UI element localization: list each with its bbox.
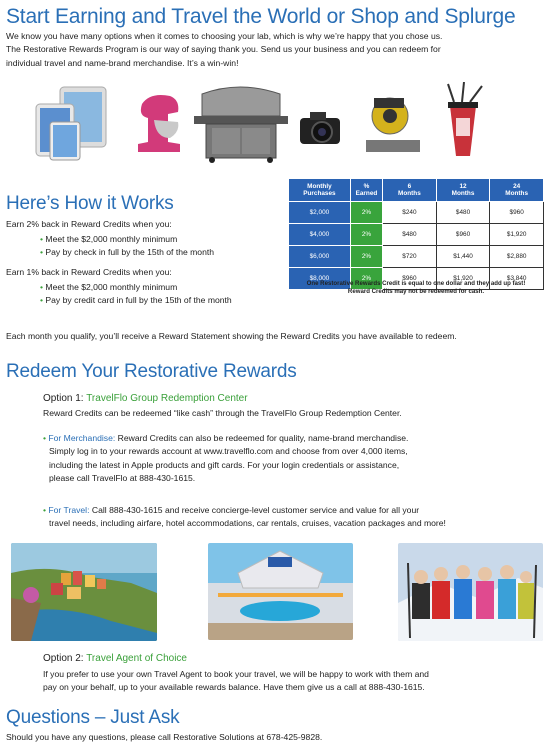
- ski-group-photo: [398, 543, 543, 641]
- redeem-heading: Redeem Your Restorative Rewards: [6, 361, 297, 382]
- col-header: 12 Months: [436, 179, 490, 202]
- earn-2-list: [40, 233, 290, 259]
- table-row: $2,000 2% $240 $480 $960: [289, 202, 544, 224]
- how-it-works-heading: Here’s How it Works: [6, 193, 174, 214]
- list-item: • Meet the $2,000 monthly minimum: [40, 282, 178, 292]
- rewards-table: [288, 178, 544, 290]
- coastal-village-photo: [11, 543, 157, 641]
- golf-bag-image: [448, 82, 482, 156]
- questions-heading: Questions – Just Ask: [6, 707, 180, 728]
- earn-1-text: Earn 1% back in Reward Credits when you:: [6, 267, 172, 277]
- grill-image: [194, 87, 288, 163]
- camera-image: [300, 112, 340, 144]
- cruise-ship-photo: [208, 543, 353, 640]
- travel-block: • For Travel: Call 888-430-1615 and receive concierge-level customer service and value for all your travel needs, including airfare, hotel accommodations, car rentals, cruises, vacation packages and more!: [43, 505, 446, 529]
- option-1-text: Reward Credits can be redeemed “like cash” through the TravelFlo Group Redemption Center.: [43, 408, 402, 418]
- mixer-image: [138, 95, 180, 152]
- table-row: $6,000 2% $720 $1,440 $2,880: [289, 246, 544, 268]
- earn-1-list: [40, 281, 290, 307]
- earn-2-text: Earn 2% back in Reward Credits when you:: [6, 219, 172, 229]
- col-header: 6 Months: [383, 179, 437, 202]
- option-2-title: Option 2: Travel Agent of Choice: [43, 653, 187, 664]
- merchandise-block: • For Merchandise: Reward Credits can also be redeemed for quality, name-brand merchandise. Simply log in to your rewards account at www.travelflo.com and choose from over 4,000 items, including the latest in Apple products and gift cards. For your login credentials or assistance, please call TravelFlo at 888-430-1615.: [43, 433, 409, 484]
- option-1-title: Option 1: TravelFlo Group Redemption Center: [43, 393, 248, 404]
- table-header-row: [289, 179, 544, 202]
- page-title: Start Earning and Travel the World or Shop and Splurge: [6, 5, 516, 28]
- intro-text: We know you have many options when it comes to choosing your lab, which is why we’re happy that you chose us. The Restorative Rewards Program is our way of saying thank you. Send us your business and you can redeem for individual travel and name-brand merchandise. It’s a win-win!: [6, 31, 443, 68]
- table-row: $4,000 2% $480 $960 $1,920: [289, 224, 544, 246]
- table-note: One Restorative Rewards Credit is equal to one dollar and they add up fast! Reward Credits may not be redeemed for cash.: [306, 280, 526, 295]
- option-2-text: If you prefer to use your own Travel Agent to book your travel, we will be happy to work with them and pay on your behalf, up to your available rewards balance. Have them give us a call at 888-430-1615.: [43, 669, 429, 693]
- list-item: • Meet the $2,000 monthly minimum: [40, 234, 178, 244]
- product-images: [30, 82, 530, 164]
- list-item: • Pay by check in full by the 15th of the month: [40, 247, 215, 257]
- tablet-image: [36, 87, 106, 160]
- col-header: Monthly Purchases: [289, 179, 351, 202]
- col-header: % Earned: [350, 179, 382, 202]
- questions-text: Should you have any questions, please call Restorative Solutions at 678-425-9828.: [6, 732, 323, 742]
- saw-image: [366, 98, 420, 152]
- list-item: • Pay by credit card in full by the 15th of the month: [40, 295, 232, 305]
- statement-text: Each month you qualify, you’ll receive a Reward Statement showing the Reward Credits you have available to redeem.: [6, 331, 457, 341]
- col-header: 24 Months: [490, 179, 544, 202]
- table-row: $8,000 2% $960 $1,920 $3,840: [289, 268, 544, 290]
